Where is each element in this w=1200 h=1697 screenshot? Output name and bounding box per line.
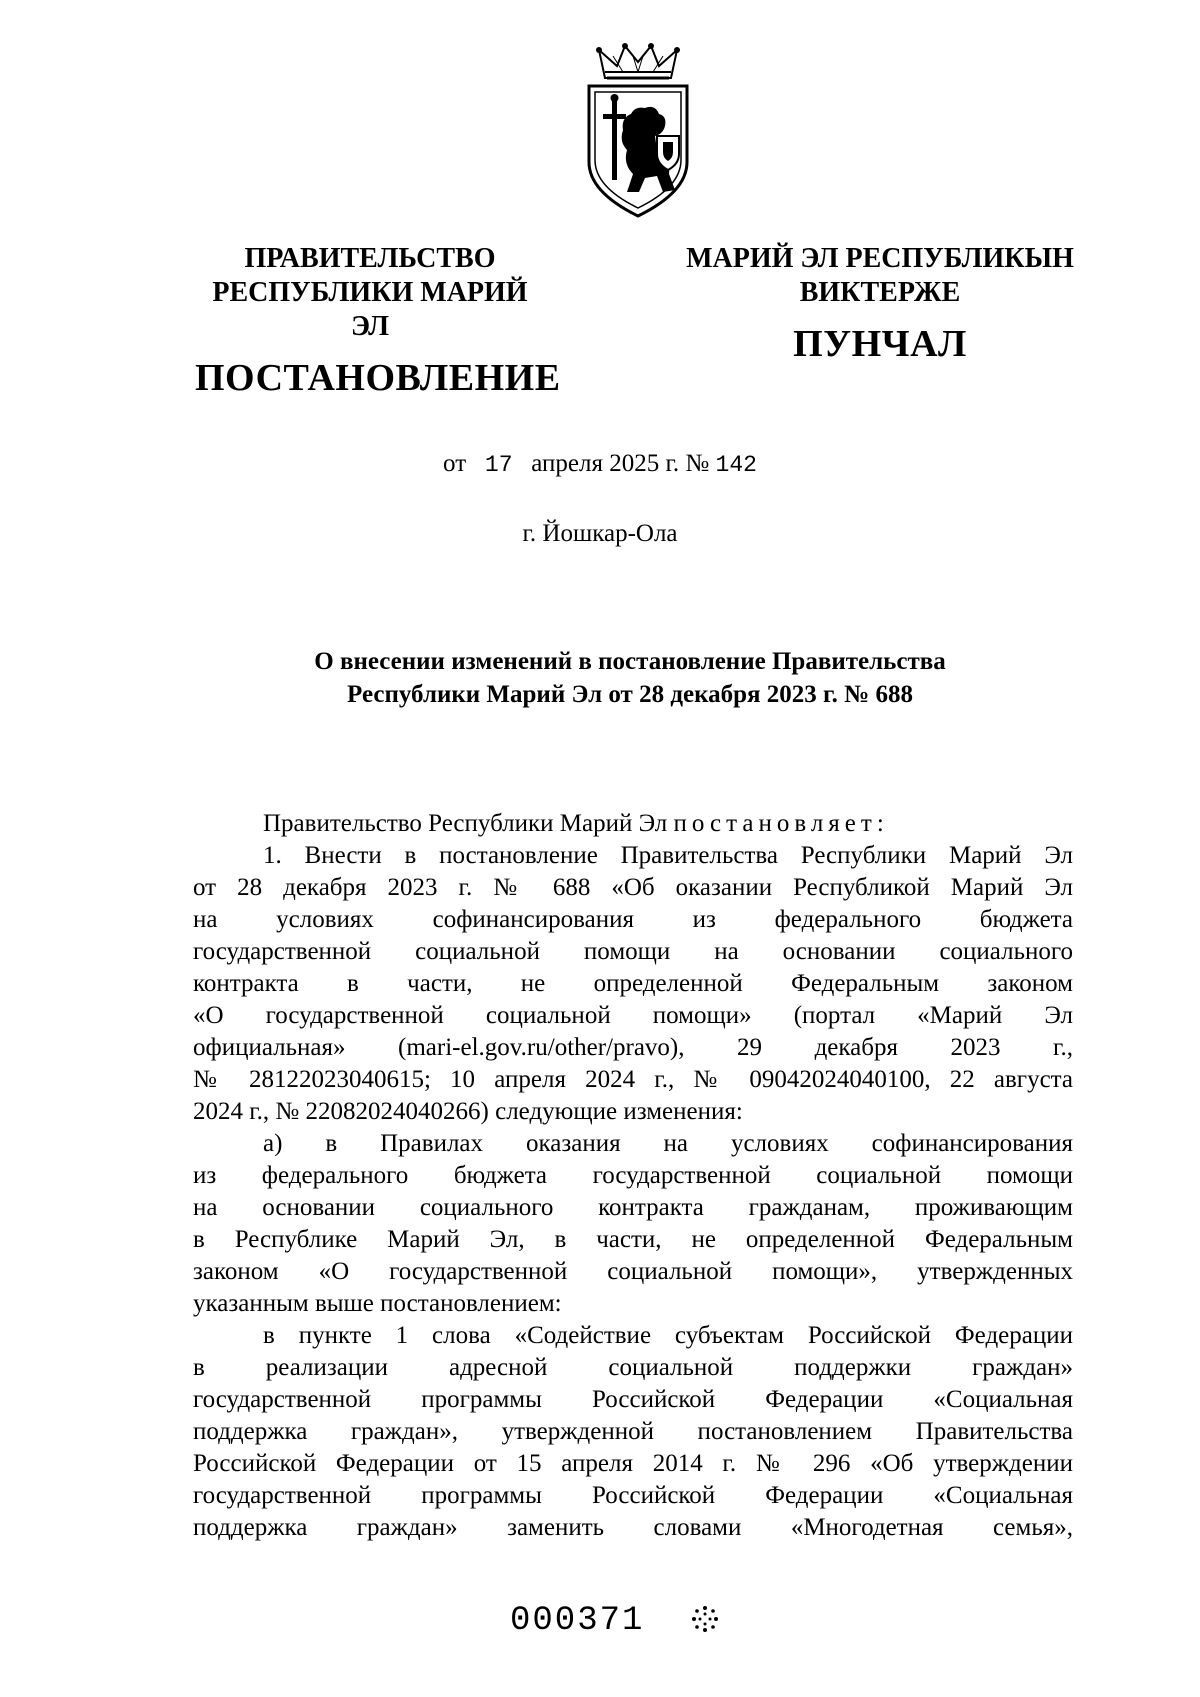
coat-of-arms-icon bbox=[583, 42, 693, 220]
asterisk-mark-icon bbox=[690, 1604, 720, 1634]
city: г. Йошкар-Ола bbox=[522, 520, 678, 547]
body-line: от 28 декабря 2023 г. № 688 «Об оказании Республикой Марий Эл bbox=[193, 874, 1073, 901]
doc-type-ru: ПОСТАНОВЛЕНИЕ bbox=[195, 357, 561, 399]
org-name-line1-mari: МАРИЙ ЭЛ РЕСПУБЛИКЫН bbox=[686, 243, 1074, 274]
document-number: 142 bbox=[715, 452, 757, 478]
body-line: контракта в части, не определенной Федеральным законом bbox=[193, 970, 1073, 997]
org-name-line2-mari: ВИКТЕРЖЕ bbox=[799, 277, 961, 308]
title-line2: Республики Марий Эл от 28 декабря 2023 г. № 688 bbox=[347, 681, 913, 708]
title-line1: О внесении изменений в постановление Правительства bbox=[314, 648, 946, 675]
body-line: из федерального бюджета государственной социальной помощи bbox=[193, 1162, 1073, 1189]
date-day: 17 bbox=[484, 452, 513, 478]
body-line: на условиях софинансирования из федерального бюджета bbox=[193, 906, 1073, 933]
document-title bbox=[180, 645, 1080, 711]
doc-type-mari: ПУНЧАЛ bbox=[793, 323, 967, 365]
body-line: на основании социального контракта гражданам, проживающим bbox=[193, 1194, 1073, 1221]
org-name-line1-ru: ПРАВИТЕЛЬСТВО bbox=[244, 243, 496, 274]
intro-lead: Правительство Республики Марий Эл bbox=[263, 810, 668, 837]
document-body bbox=[193, 808, 1073, 1544]
intro-line bbox=[193, 808, 1073, 840]
body-line: законом «О государственной социальной помощи», утвержденных bbox=[193, 1258, 1073, 1285]
body-line: Российской Федерации от 15 апреля 2014 г. № 296 «Об утверждении bbox=[193, 1450, 1073, 1477]
intro-decree-word: постановляет: bbox=[673, 810, 889, 837]
org-name-line2-ru: РЕСПУБЛИКИ МАРИЙ ЭЛ bbox=[212, 277, 528, 342]
body-line: № 28122023040615; 10 апреля 2024 г., № 09042024040100, 22 августа bbox=[193, 1066, 1073, 1093]
body-line: государственной программы Российской Федерации «Социальная bbox=[193, 1482, 1073, 1509]
body-line: государственной программы Российской Федерации «Социальная bbox=[193, 1386, 1073, 1413]
body-line: официальная» (mari-el.gov.ru/other/pravo), 29 декабря 2023 г., bbox=[193, 1034, 1073, 1061]
date-line bbox=[0, 450, 1200, 478]
date-month-year: апреля 2025 г. № bbox=[531, 450, 710, 477]
body-line: в пункте 1 слова «Содействие субъектам Российской Федерации bbox=[263, 1322, 1073, 1349]
body-line: 1. Внести в постановление Правительства Республики Марий Эл bbox=[263, 842, 1073, 869]
body-line: государственной социальной помощи на основании социального bbox=[193, 938, 1073, 965]
body-line: а) в Правилах оказания на условиях софинансирования bbox=[263, 1130, 1073, 1157]
header-left bbox=[195, 242, 561, 400]
serial-number: 000371 bbox=[510, 1602, 645, 1640]
body-line: указанным выше постановлением: bbox=[193, 1290, 562, 1317]
body-line: поддержка граждан», утвержденной постановлением Правительства bbox=[193, 1418, 1073, 1445]
body-line: в Республике Марий Эл, в части, не определенной Федеральным bbox=[193, 1226, 1073, 1253]
body-line: в реализации адресной социальной поддержки граждан» bbox=[193, 1354, 1073, 1381]
body-line: «О государственной социальной помощи» (портал «Марий Эл bbox=[193, 1002, 1073, 1029]
date-prefix: от bbox=[443, 450, 467, 477]
body-line: 2024 г., № 22082024040266) следующие изменения: bbox=[193, 1098, 743, 1125]
body-line: поддержка граждан» заменить словами «Многодетная семья», bbox=[193, 1514, 1073, 1541]
header-right bbox=[660, 242, 1100, 366]
